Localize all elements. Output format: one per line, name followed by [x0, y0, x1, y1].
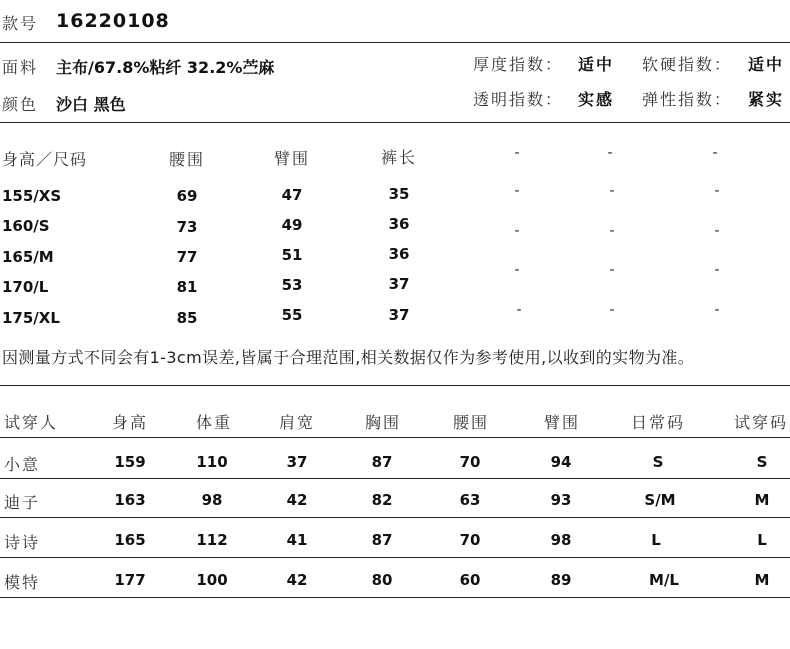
size-cell: -	[514, 262, 520, 278]
size-cell: 47	[281, 186, 303, 204]
model-cell: S	[652, 453, 664, 471]
size-row-label: 175/XL	[2, 309, 60, 327]
divider	[0, 478, 790, 479]
size-cell: 73	[176, 218, 198, 236]
size-header-height: 身高／尺码	[2, 150, 88, 169]
model-cell: 177	[114, 571, 146, 589]
model-header-fit-size: 试穿码	[733, 413, 789, 432]
size-cell: -	[514, 183, 520, 199]
size-header-arm: 臂围	[273, 149, 311, 168]
elasticity-label: 弹性指数：	[642, 90, 733, 109]
size-cell: 35	[388, 185, 410, 203]
model-cell: 165	[114, 531, 146, 549]
model-header-weight: 体重	[195, 413, 233, 432]
size-header-blank: -	[607, 145, 613, 161]
model-cell: S	[756, 453, 768, 471]
size-cell: 53	[281, 276, 303, 294]
model-header-shoulder: 肩宽	[278, 413, 316, 432]
size-cell: 85	[176, 309, 198, 327]
model-cell: 42	[286, 491, 308, 509]
model-header-name: 试穿人	[4, 413, 59, 432]
size-row-label: 155/XS	[2, 187, 62, 205]
size-cell: -	[514, 223, 520, 239]
size-cell: 49	[281, 216, 303, 234]
transparency-value: 实感	[578, 90, 615, 109]
model-cell: 87	[371, 531, 393, 549]
model-name: 迪子	[4, 493, 41, 512]
size-cell: 81	[176, 278, 198, 296]
model-cell: 159	[114, 453, 146, 471]
size-cell: -	[714, 223, 720, 239]
thickness-value: 适中	[578, 55, 615, 74]
fabric-label: 面料	[2, 58, 39, 77]
size-header-blank: -	[514, 145, 520, 161]
hardness-label: 软硬指数：	[642, 55, 733, 74]
divider	[0, 122, 790, 123]
elasticity-value: 紧实	[748, 90, 785, 109]
model-cell: 98	[550, 531, 572, 549]
size-cell: 37	[388, 306, 410, 324]
size-cell: -	[609, 223, 615, 239]
model-cell: M	[754, 571, 770, 589]
size-cell: -	[609, 183, 615, 199]
divider	[0, 437, 790, 438]
model-header-daily-size: 日常码	[630, 413, 686, 432]
model-header-arm: 臂围	[543, 413, 581, 432]
size-cell: 36	[388, 245, 410, 263]
model-cell: 70	[459, 531, 481, 549]
size-header-waist: 腰围	[168, 150, 206, 169]
model-cell: 98	[201, 491, 223, 509]
measurement-note: 因测量方式不同会有1-3cm误差,皆属于合理范围,相关数据仅作为参考使用,以收到的实物为准。	[2, 348, 695, 367]
size-cell: -	[714, 183, 720, 199]
model-name: 诗诗	[4, 533, 41, 552]
model-cell: 93	[550, 491, 572, 509]
model-cell: 82	[371, 491, 393, 509]
divider	[0, 597, 790, 598]
model-cell: 110	[196, 453, 228, 471]
model-cell: 89	[550, 571, 572, 589]
size-row-label: 165/M	[2, 248, 54, 266]
size-header-length: 裤长	[380, 148, 418, 167]
model-cell: 60	[459, 571, 481, 589]
style-no: 16220108	[56, 10, 170, 32]
model-cell: 42	[286, 571, 308, 589]
model-header-chest: 胸围	[364, 413, 402, 432]
size-cell: -	[714, 262, 720, 278]
model-cell: 80	[371, 571, 393, 589]
size-cell: 36	[388, 215, 410, 233]
size-cell: 69	[176, 187, 198, 205]
model-cell: 70	[459, 453, 481, 471]
transparency-label: 透明指数：	[473, 90, 564, 109]
color-label: 颜色	[2, 95, 39, 114]
model-cell: 37	[286, 453, 308, 471]
model-name: 模特	[4, 573, 41, 592]
divider	[0, 385, 790, 386]
hardness-value: 适中	[748, 55, 785, 74]
model-header-waist: 腰围	[452, 413, 490, 432]
model-cell: L	[651, 531, 661, 549]
model-cell: S/M	[644, 491, 676, 509]
size-cell: -	[609, 302, 615, 318]
size-cell: -	[609, 262, 615, 278]
size-cell: 51	[281, 246, 303, 264]
model-cell: 41	[286, 531, 308, 549]
model-cell: 163	[114, 491, 146, 509]
size-cell: 77	[176, 248, 198, 266]
thickness-label: 厚度指数：	[473, 55, 564, 74]
model-cell: 63	[459, 491, 481, 509]
model-cell: 94	[550, 453, 572, 471]
size-row-label: 160/S	[2, 217, 50, 235]
model-name: 小意	[4, 455, 41, 474]
model-cell: L	[757, 531, 767, 549]
model-cell: 100	[196, 571, 228, 589]
size-cell: -	[516, 302, 522, 318]
size-cell: 37	[388, 275, 410, 293]
fabric-value: 主布/67.8%粘纤 32.2%苎麻	[56, 58, 275, 77]
model-header-height: 身高	[111, 413, 149, 432]
size-cell: -	[714, 302, 720, 318]
size-header-blank: -	[712, 145, 718, 161]
color-value: 沙白 黑色	[56, 95, 126, 114]
style-no-label: 款号	[2, 14, 39, 33]
model-cell: M	[754, 491, 770, 509]
model-cell: 87	[371, 453, 393, 471]
divider	[0, 517, 790, 518]
divider	[0, 557, 790, 558]
divider	[0, 42, 790, 43]
size-cell: 55	[281, 306, 303, 324]
model-cell: 112	[196, 531, 228, 549]
model-cell: M/L	[649, 571, 679, 589]
size-row-label: 170/L	[2, 278, 49, 296]
